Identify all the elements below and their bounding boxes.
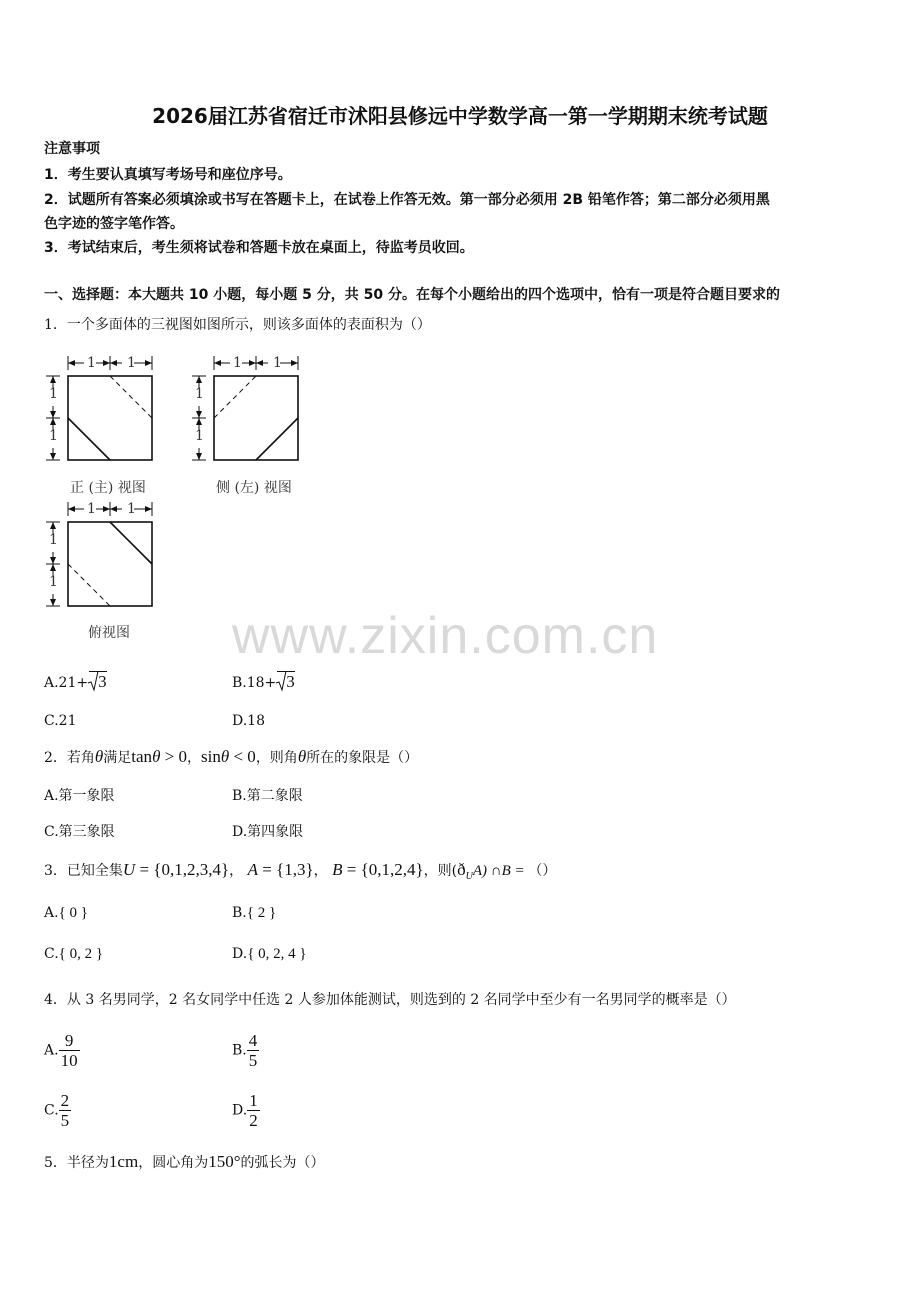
complement-subscript: U	[465, 870, 473, 882]
notice-item-3: 3．考试结束后，考生须将试卷和答题卡放在桌面上，待监考员收回。	[44, 240, 474, 256]
q3-option-c	[44, 946, 103, 963]
notice-item-1: 1．考生要认真填写考场号和座位序号。	[44, 167, 292, 183]
q3-option-a	[44, 905, 88, 922]
q2-text: 2．若角	[44, 750, 95, 766]
q1-option-c: C.21	[44, 713, 77, 729]
numerator: 1	[249, 1091, 258, 1110]
option-value: { 2 }	[246, 905, 277, 921]
q3-text: ，	[229, 863, 244, 879]
front-view-figure	[40, 352, 164, 464]
dim-label: 1	[195, 428, 204, 444]
theta-symbol: θ	[94, 747, 104, 766]
option-label: C.	[44, 946, 59, 962]
q5-text: ，圆心角为	[138, 1155, 209, 1171]
q5-text: 的弧长为（）	[240, 1155, 325, 1171]
option-label: D.	[232, 1102, 248, 1119]
top-view-caption: 俯视图	[88, 625, 130, 641]
q3-option-d	[232, 946, 307, 963]
sqrt-radical	[277, 671, 295, 692]
q2-ineq: < 0	[229, 747, 256, 766]
dim-label: 1	[49, 574, 58, 590]
q5-text: 5．半径为	[44, 1155, 109, 1171]
q2-text: ，	[187, 750, 202, 766]
numerator: 4	[248, 1031, 258, 1050]
theta-symbol: θ	[220, 747, 230, 766]
question-1-stem: 1．一个多面体的三视图如图所示，则该多面体的表面积为（）	[44, 317, 431, 333]
q4-option-d	[232, 1091, 260, 1130]
fraction	[59, 1031, 80, 1070]
sin-func: sin	[201, 747, 221, 766]
q1-option-b	[232, 671, 295, 692]
set-a: A	[247, 860, 258, 879]
q3-text: ，则(	[423, 863, 458, 879]
side-view-figure	[186, 352, 310, 464]
q2-text: ，则角	[255, 750, 298, 766]
notice-item-2-cont: 色字迹的签字笔作答。	[44, 216, 184, 232]
theta-symbol: θ	[152, 747, 161, 766]
page-title: 2026届江苏省宿迁市沭阳县修远中学数学高一第一学期期末统考试题	[152, 104, 768, 128]
option-label: A.21+	[44, 675, 89, 691]
set-b: B	[332, 860, 343, 879]
option-label: C.	[44, 1102, 59, 1119]
option-label: B.	[232, 905, 247, 921]
q3-text: （）	[528, 863, 557, 879]
option-label: A.	[44, 905, 59, 921]
dim-label: 1	[49, 532, 58, 548]
dim-label: 1	[87, 355, 96, 371]
q1-option-d: D.18	[232, 713, 265, 729]
q3-text: ，	[313, 863, 328, 879]
denominator: 2	[249, 1111, 258, 1130]
set-a-value: = {1,3}	[257, 860, 314, 879]
fraction	[59, 1091, 72, 1130]
question-4-stem: 4．从 3 名男同学，2 名女同学中任选 2 人参加体能测试，则选到的 2 名同学中至少有一名男同学的概率是（）	[44, 992, 736, 1008]
complement-symbol: ð	[457, 860, 466, 879]
tan-func: tan	[131, 747, 153, 766]
dim-label: 1	[195, 386, 204, 402]
radicand: 3	[98, 672, 107, 691]
option-value: { 0, 2, 4 }	[247, 946, 307, 962]
theta-symbol: θ	[297, 747, 307, 766]
q2-text: 满足	[103, 750, 132, 766]
question-2-stem	[44, 747, 418, 767]
option-label: B.18+	[232, 675, 277, 691]
radius-value: 1cm	[108, 1152, 139, 1171]
section-heading: 一、选择题：本大题共 10 小题，每小题 5 分，共 50 分。在每个小题给出的四个选项中，恰有一项是符合题目要求的	[44, 287, 780, 303]
q3-option-b	[232, 905, 276, 922]
numerator: 2	[60, 1091, 70, 1110]
option-value: { 0 }	[58, 905, 88, 921]
q2-ineq: > 0	[160, 747, 188, 766]
side-view-caption: 侧 (左) 视图	[216, 480, 292, 496]
set-u-value: = {0,1,2,3,4}	[135, 860, 230, 879]
fraction	[247, 1031, 260, 1070]
fraction	[247, 1091, 260, 1130]
front-view-caption: 正 (主) 视图	[70, 480, 146, 496]
q4-option-b	[232, 1031, 259, 1070]
q2-option-c: C.第三象限	[44, 824, 115, 840]
q1-option-a	[44, 671, 107, 692]
dim-label: 1	[273, 355, 282, 371]
angle-value: 150°	[208, 1152, 241, 1171]
question-3-stem	[44, 860, 556, 882]
dim-label: 1	[233, 355, 242, 371]
sqrt-radical	[89, 671, 107, 692]
denominator: 5	[60, 1111, 70, 1130]
top-view-figure	[40, 498, 164, 610]
notice-item-2: 2．试题所有答案必须填涂或书写在答题卡上，在试卷上作答无效。第一部分必须用 2B 铅笔作答；第二部分必须用黑	[44, 192, 770, 208]
question-5-stem	[44, 1152, 325, 1172]
dim-label: 1	[49, 428, 58, 444]
watermark: www.zixin.com.cn	[232, 607, 659, 665]
option-label: B.	[232, 1042, 247, 1059]
numerator: 9	[59, 1031, 80, 1051]
q4-option-a	[44, 1031, 80, 1070]
option-value: { 0, 2 }	[58, 946, 104, 962]
q2-text: 所在的象限是（）	[306, 750, 419, 766]
q4-option-c	[44, 1091, 71, 1130]
option-label: D.	[232, 946, 248, 962]
q2-option-a: A.第一象限	[44, 788, 115, 804]
dim-label: 1	[49, 386, 58, 402]
denominator: 10	[60, 1051, 78, 1070]
dim-label: 1	[127, 355, 136, 371]
notice-heading: 注意事项	[44, 141, 100, 157]
set-b-value: = {0,1,2,4}	[342, 860, 424, 879]
option-label: A.	[44, 1042, 59, 1059]
q3-expr: A) ∩B =	[472, 863, 529, 879]
q3-text: 3．已知全集	[44, 863, 123, 879]
radicand: 3	[286, 672, 295, 691]
denominator: 5	[248, 1051, 258, 1070]
set-u: U	[122, 860, 136, 879]
q2-option-b: B.第二象限	[232, 788, 303, 804]
dim-label: 1	[127, 501, 136, 517]
q2-option-d: D.第四象限	[232, 824, 304, 840]
dim-label: 1	[87, 501, 96, 517]
